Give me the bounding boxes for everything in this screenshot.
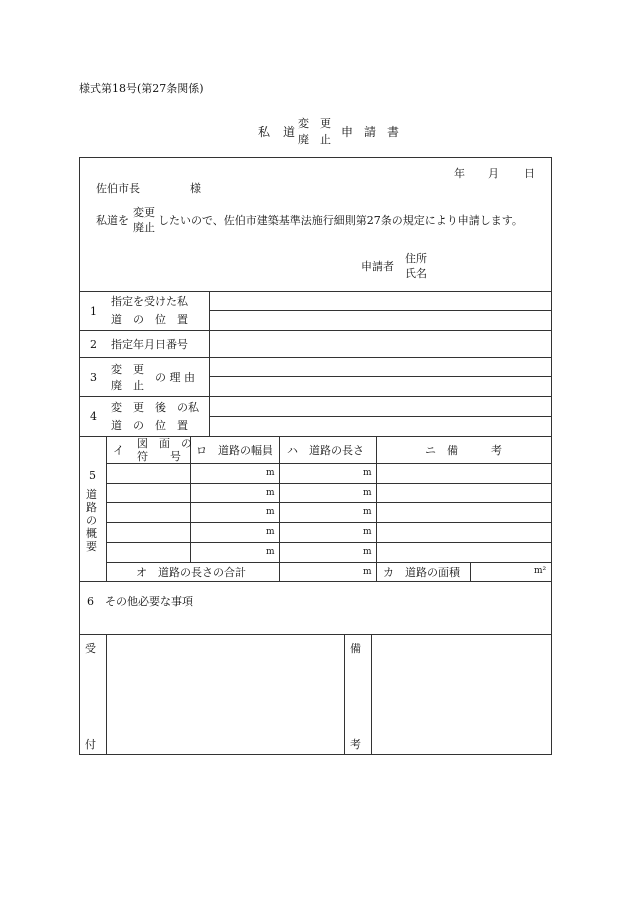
overview-title-char: 概: [86, 527, 97, 540]
title-char: 申: [341, 125, 354, 139]
honorific: 様: [190, 182, 201, 195]
date-year-label: 年: [454, 167, 465, 180]
statement-option-change: 変更: [133, 206, 155, 219]
total-length-label: オ 道路の長さの合計: [136, 566, 246, 579]
statement-suffix: したいので、佐伯市建築基準法施行細則第27条の規定により申請します。: [158, 214, 523, 227]
applicant-label: 申請者: [361, 260, 394, 273]
title-option-change: 変 更: [298, 117, 331, 130]
road-area-unit: m²: [534, 566, 547, 576]
overview-title-char: 道: [86, 488, 97, 501]
overview-title-char: 要: [86, 540, 97, 553]
width-unit: m: [266, 527, 275, 537]
date-month-label: 月: [488, 167, 499, 180]
row-1-number: 1: [90, 305, 97, 318]
col-road-length: ハ 道路の長さ: [287, 444, 364, 457]
overview-title-char: 路: [86, 501, 97, 514]
row-2-label: 指定年月日番号: [111, 338, 188, 351]
title-char: 書: [387, 125, 400, 139]
width-unit: m: [266, 488, 275, 498]
col-remarks: ニ 備 考: [425, 444, 502, 457]
date-day-label: 日: [524, 167, 535, 180]
other-matters-label: 6 その他必要な事項: [87, 595, 193, 608]
length-unit: m: [363, 507, 372, 517]
col-road-width: ロ 道路の幅員: [196, 444, 273, 457]
statement-option-abolish: 廃止: [133, 221, 155, 234]
row-3-option-abolish: 廃 止: [111, 379, 144, 392]
length-unit: m: [363, 527, 372, 537]
length-unit: m: [363, 468, 372, 478]
address-label: 住所: [405, 252, 427, 265]
row-1-label-line2: 道 の 位 置: [111, 313, 188, 326]
row-1-label-line1: 指定を受けた私: [111, 295, 188, 308]
form-number: 様式第18号(第27条関係): [79, 82, 204, 95]
title-option-abolish: 廃 止: [298, 133, 331, 146]
row-3-option-change: 変 更: [111, 363, 144, 376]
title-char: 私: [258, 125, 271, 139]
row-5-number: 5: [89, 469, 96, 482]
width-unit: m: [266, 468, 275, 478]
row-3-number: 3: [90, 371, 97, 384]
row-3-label-suffix: の 理 由: [155, 371, 195, 384]
col-drawing-line1: 図 面 の: [137, 437, 192, 450]
name-label: 氏名: [405, 267, 427, 280]
title-char: 道: [283, 125, 296, 139]
width-unit: m: [266, 507, 275, 517]
remarks-char-bottom: 考: [350, 738, 361, 751]
row-4-number: 4: [90, 410, 97, 423]
reception-char-top: 受: [85, 642, 96, 655]
addressee: 佐伯市長: [96, 182, 140, 195]
row-2-number: 2: [90, 338, 97, 351]
total-length-unit: m: [363, 567, 372, 577]
reception-char-bottom: 付: [85, 738, 96, 751]
remarks-char-top: 備: [350, 642, 361, 655]
length-unit: m: [363, 547, 372, 557]
road-area-label: カ 道路の面積: [383, 566, 460, 579]
title-char: 請: [364, 125, 377, 139]
overview-title-char: の: [86, 514, 97, 527]
row-4-label-line1: 変 更 後 の私: [111, 401, 199, 414]
col-drawing-mark: イ: [113, 444, 124, 457]
statement-prefix: 私道を: [96, 214, 129, 227]
length-unit: m: [363, 488, 372, 498]
row-4-label-line2: 道 の 位 置: [111, 419, 188, 432]
width-unit: m: [266, 547, 275, 557]
col-drawing-line2: 符 号: [137, 450, 181, 463]
